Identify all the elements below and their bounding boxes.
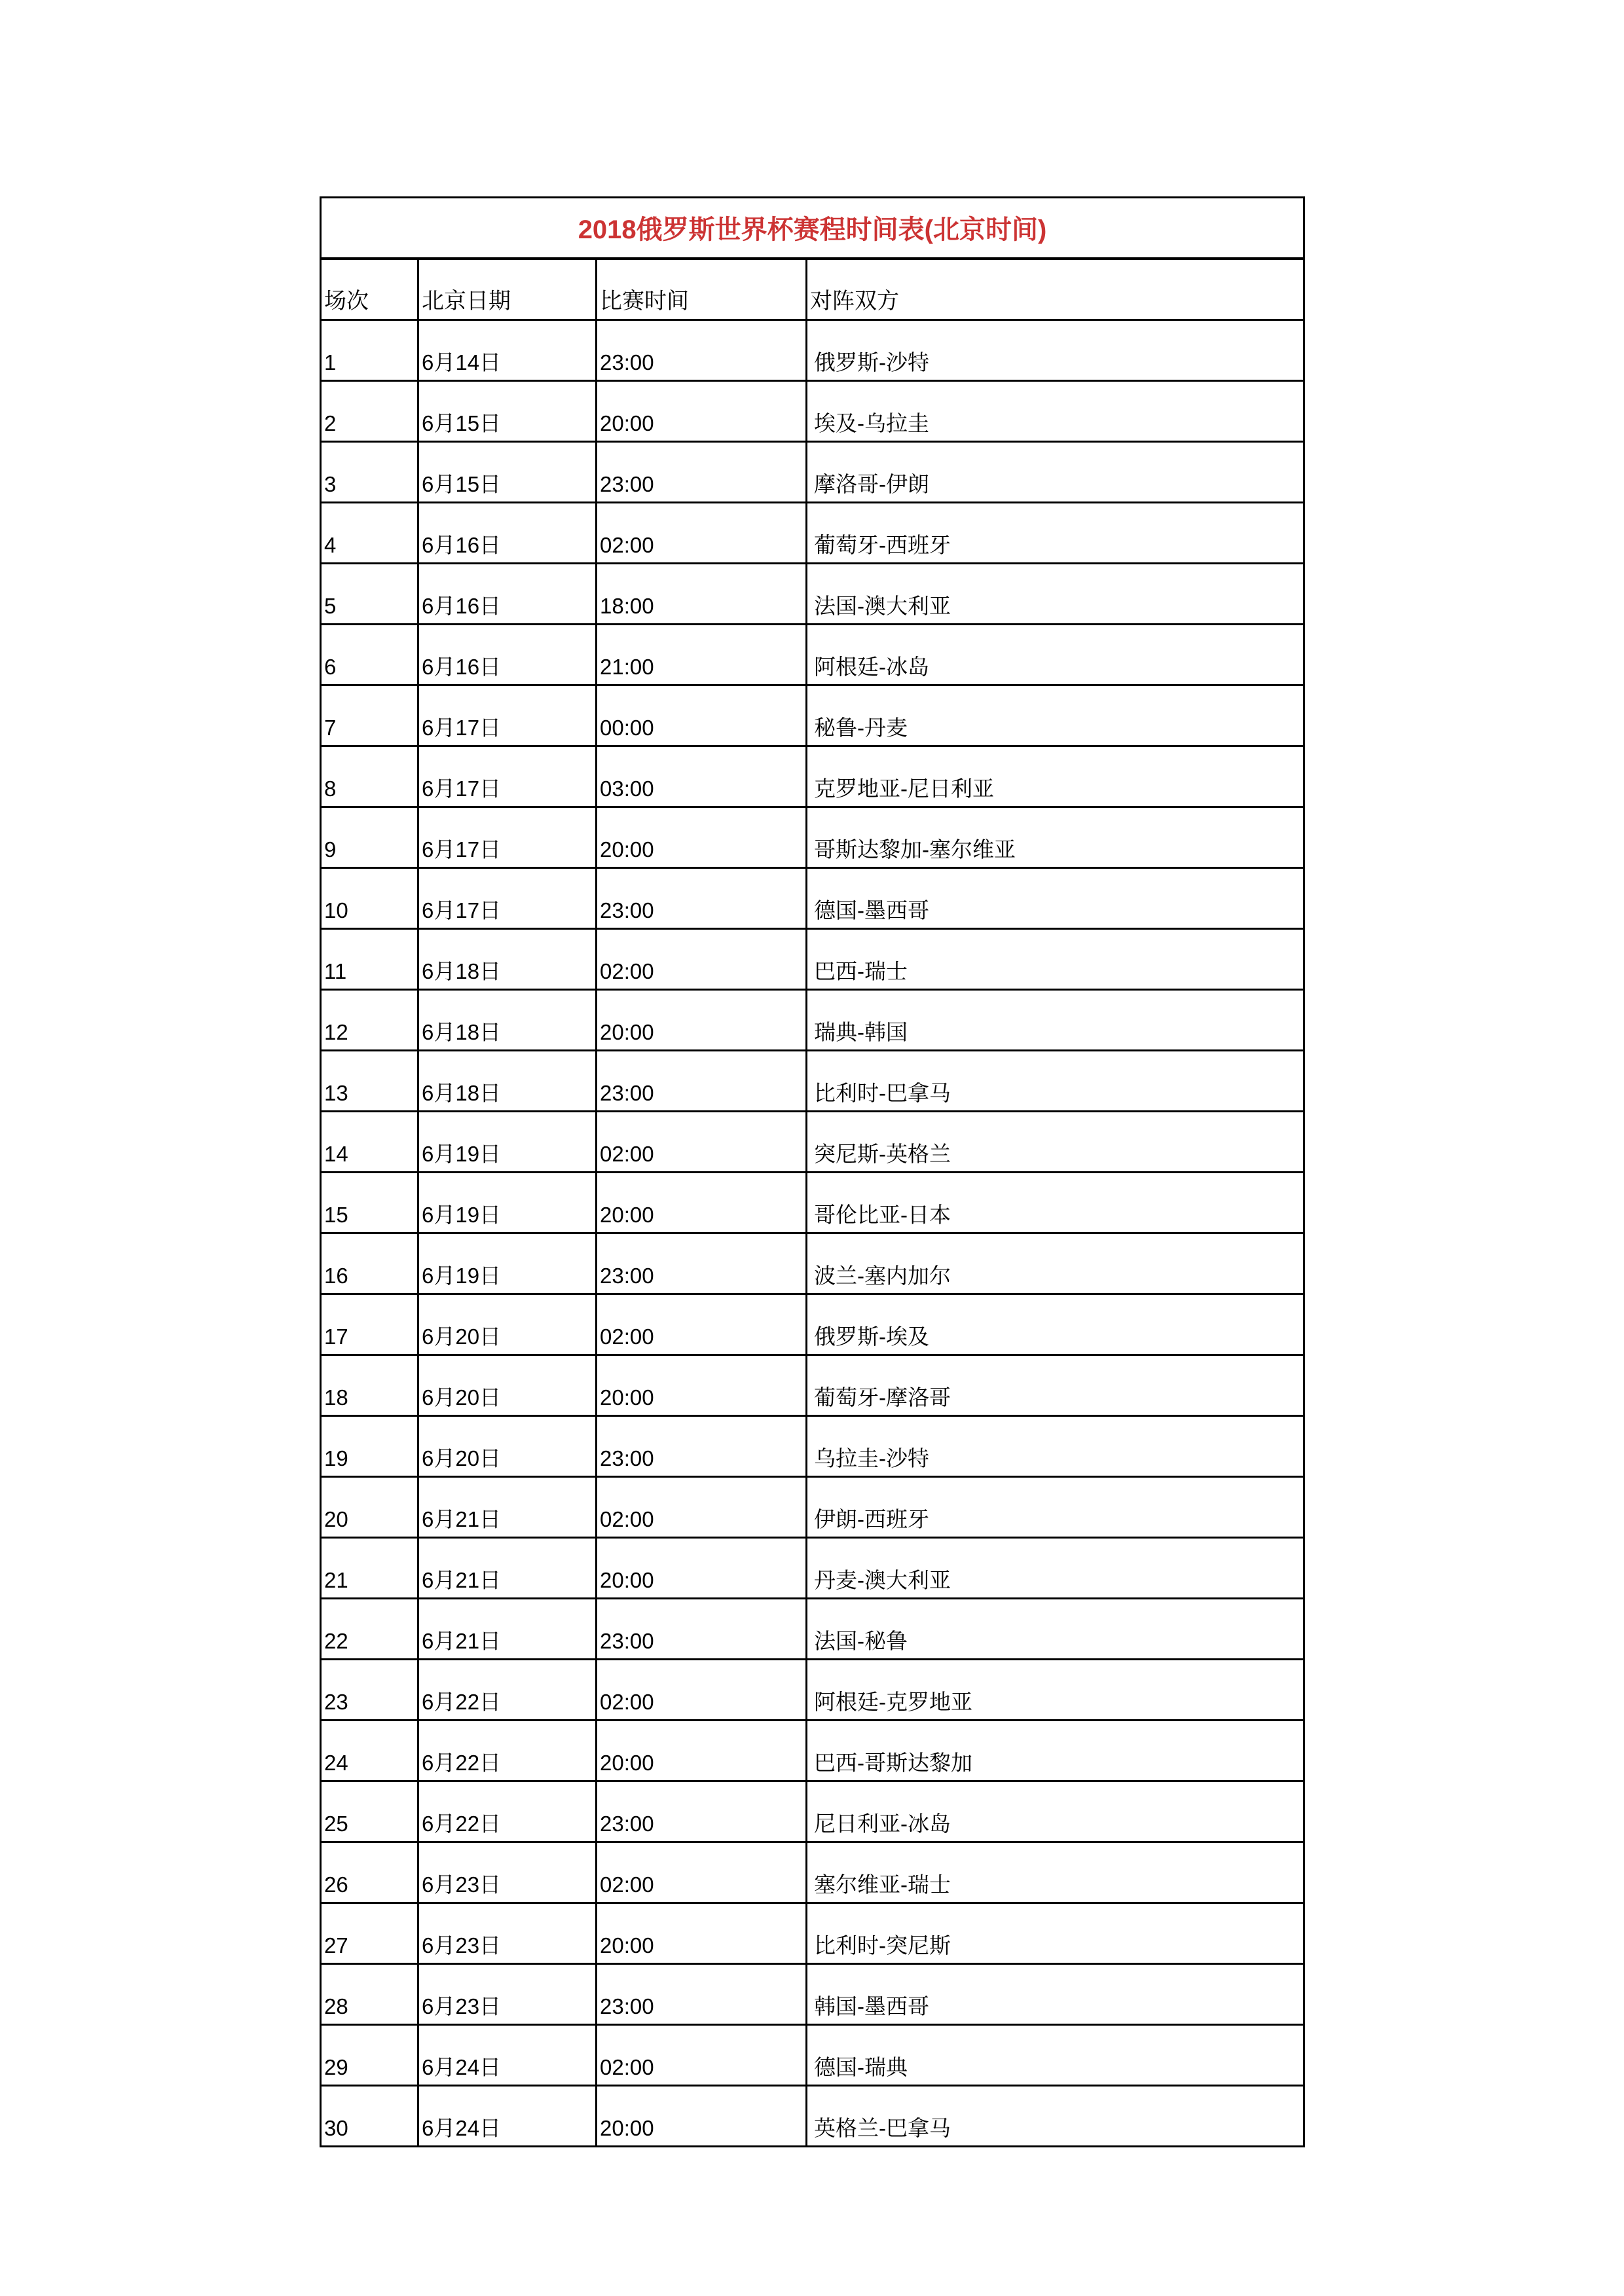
column-header-date-label: 北京日期 [422, 289, 511, 314]
match-teams-cell [807, 564, 1304, 625]
match-teams-cell-text: 英格兰-巴拿马 [814, 2116, 951, 2140]
match-time-cell [597, 807, 807, 868]
match-date-cell [418, 1477, 597, 1538]
match-number-cell-text: 24 [324, 1751, 348, 1775]
match-teams-cell [807, 381, 1304, 442]
match-date-cell [418, 1599, 597, 1660]
match-number-cell [321, 1660, 418, 1721]
table-row [321, 1233, 1304, 1294]
table-row [321, 807, 1304, 868]
match-teams-cell-text: 哥伦比亚-日本 [814, 1203, 951, 1227]
match-teams-cell-text: 法国-澳大利亚 [814, 594, 951, 618]
table-row [321, 746, 1304, 807]
match-number-cell [321, 868, 418, 929]
match-teams-cell [807, 503, 1304, 564]
match-time-cell [597, 1477, 807, 1538]
match-number-cell [321, 1842, 418, 1903]
match-date-cell-text: 6月19日 [422, 1203, 502, 1227]
table-row [321, 1660, 1304, 1721]
match-time-cell-text: 20:00 [600, 2116, 654, 2140]
match-time-cell-text: 23:00 [600, 1081, 654, 1105]
world-cup-schedule-table [320, 196, 1305, 2147]
match-date-cell-text: 6月23日 [422, 1994, 502, 2018]
match-teams-cell [807, 1173, 1304, 1233]
match-number-cell [321, 625, 418, 685]
match-time-cell-text: 23:00 [600, 1812, 654, 1836]
title-cell [321, 198, 1304, 259]
match-time-cell [597, 1660, 807, 1721]
match-date-cell-text: 6月16日 [422, 533, 502, 557]
match-date-cell [418, 2025, 597, 2086]
match-number-cell-text: 28 [324, 1994, 348, 2018]
match-date-cell-text: 6月20日 [422, 1324, 502, 1349]
match-teams-cell [807, 1781, 1304, 1842]
match-time-cell-text: 02:00 [600, 1690, 654, 1714]
match-time-cell-text: 23:00 [600, 1629, 654, 1653]
match-time-cell-text: 23:00 [600, 1264, 654, 1288]
match-time-cell-text: 20:00 [600, 1568, 654, 1592]
column-header-match-label: 对阵双方 [810, 289, 899, 314]
table-row [321, 1721, 1304, 1781]
match-time-cell-text: 23:00 [600, 1446, 654, 1470]
match-date-cell [418, 1112, 597, 1173]
match-number-cell-text: 13 [324, 1081, 348, 1105]
match-number-cell [321, 442, 418, 503]
match-teams-cell-text: 克罗地亚-尼日利亚 [814, 776, 994, 801]
match-teams-cell-text: 比利时-突尼斯 [814, 1933, 951, 1958]
match-date-cell-text: 6月15日 [422, 411, 502, 435]
match-date-cell [418, 1416, 597, 1477]
match-date-cell [418, 503, 597, 564]
match-teams-cell-text: 摩洛哥-伊朗 [814, 472, 929, 496]
match-teams-cell-text: 哥斯达黎加-塞尔维亚 [814, 837, 1016, 862]
match-date-cell-text: 6月17日 [422, 716, 502, 740]
match-number-cell [321, 1538, 418, 1599]
table-row [321, 929, 1304, 990]
match-teams-cell [807, 868, 1304, 929]
match-time-cell-text: 00:00 [600, 716, 654, 740]
match-time-cell-text: 20:00 [600, 411, 654, 435]
match-teams-cell [807, 1842, 1304, 1903]
match-teams-cell [807, 2025, 1304, 2086]
match-date-cell [418, 1355, 597, 1416]
match-teams-cell-text: 伊朗-西班牙 [814, 1507, 929, 1531]
match-teams-cell [807, 1903, 1304, 1964]
match-date-cell-text: 6月14日 [422, 350, 502, 374]
match-number-cell-text: 4 [324, 533, 337, 557]
match-time-cell [597, 990, 807, 1051]
table-row [321, 320, 1304, 381]
match-time-cell-text: 02:00 [600, 1872, 654, 1897]
match-teams-cell-text: 阿根廷-冰岛 [814, 655, 929, 679]
match-date-cell [418, 564, 597, 625]
match-time-cell [597, 381, 807, 442]
match-time-cell [597, 1599, 807, 1660]
match-teams-cell [807, 807, 1304, 868]
match-number-cell-text: 21 [324, 1568, 348, 1592]
table-row [321, 1964, 1304, 2025]
match-teams-cell-text: 韩国-墨西哥 [814, 1994, 929, 2018]
table-row [321, 990, 1304, 1051]
match-number-cell [321, 929, 418, 990]
table-row [321, 1416, 1304, 1477]
match-date-cell-text: 6月21日 [422, 1629, 502, 1653]
table-row [321, 1903, 1304, 1964]
match-date-cell-text: 6月16日 [422, 655, 502, 679]
table-row [321, 1355, 1304, 1416]
table-row [321, 381, 1304, 442]
match-teams-cell [807, 1416, 1304, 1477]
match-teams-cell-text: 葡萄牙-西班牙 [814, 533, 951, 557]
match-teams-cell-text: 葡萄牙-摩洛哥 [814, 1385, 951, 1410]
match-time-cell [597, 929, 807, 990]
match-number-cell [321, 1112, 418, 1173]
match-teams-cell [807, 625, 1304, 685]
match-time-cell [597, 1721, 807, 1781]
match-teams-cell [807, 442, 1304, 503]
match-number-cell-text: 3 [324, 472, 337, 496]
table-row [321, 503, 1304, 564]
match-teams-cell-text: 秘鲁-丹麦 [814, 716, 908, 740]
match-time-cell-text: 20:00 [600, 837, 654, 862]
match-time-cell-text: 20:00 [600, 1203, 654, 1227]
match-number-cell-text: 12 [324, 1020, 348, 1044]
table-row [321, 625, 1304, 685]
match-date-cell-text: 6月17日 [422, 837, 502, 862]
match-number-cell [321, 320, 418, 381]
schedule-table-container [320, 196, 1303, 2147]
match-teams-cell [807, 1660, 1304, 1721]
match-time-cell [597, 2025, 807, 2086]
match-number-cell [321, 1477, 418, 1538]
match-time-cell [597, 1173, 807, 1233]
table-row [321, 564, 1304, 625]
match-teams-cell-text: 瑞典-韩国 [814, 1020, 908, 1044]
match-date-cell-text: 6月20日 [422, 1385, 502, 1410]
match-number-cell [321, 2025, 418, 2086]
match-time-cell [597, 442, 807, 503]
match-teams-cell [807, 1964, 1304, 2025]
match-number-cell [321, 1781, 418, 1842]
title-row [321, 198, 1304, 259]
match-date-cell-text: 6月18日 [422, 1020, 502, 1044]
match-teams-cell-text: 俄罗斯-沙特 [814, 350, 929, 374]
match-number-cell [321, 381, 418, 442]
match-date-cell [418, 929, 597, 990]
match-number-cell [321, 1964, 418, 2025]
match-time-cell [597, 1233, 807, 1294]
match-number-cell-text: 5 [324, 594, 337, 618]
match-date-cell [418, 1294, 597, 1355]
table-row [321, 685, 1304, 746]
match-date-cell [418, 1781, 597, 1842]
schedule-table-body [321, 198, 1304, 2147]
match-number-cell [321, 1903, 418, 1964]
match-number-cell-text: 16 [324, 1264, 348, 1288]
column-header-date [418, 259, 597, 320]
match-number-cell-text: 8 [324, 776, 337, 801]
match-date-cell-text: 6月22日 [422, 1751, 502, 1775]
match-number-cell-text: 29 [324, 2055, 348, 2079]
match-teams-cell [807, 929, 1304, 990]
match-date-cell [418, 1903, 597, 1964]
column-header-row [321, 259, 1304, 320]
match-time-cell [597, 1051, 807, 1112]
match-time-cell-text: 23:00 [600, 472, 654, 496]
match-number-cell [321, 2086, 418, 2147]
match-time-cell-text: 20:00 [600, 1385, 654, 1410]
match-time-cell [597, 320, 807, 381]
match-teams-cell-text: 波兰-塞内加尔 [814, 1264, 951, 1288]
match-number-cell [321, 685, 418, 746]
match-number-cell [321, 1416, 418, 1477]
match-teams-cell-text: 突尼斯-英格兰 [814, 1142, 951, 1166]
column-header-time [597, 259, 807, 320]
match-number-cell-text: 20 [324, 1507, 348, 1531]
match-teams-cell [807, 1721, 1304, 1781]
match-number-cell [321, 1599, 418, 1660]
match-teams-cell [807, 685, 1304, 746]
match-date-cell [418, 1233, 597, 1294]
match-date-cell-text: 6月24日 [422, 2116, 502, 2140]
match-time-cell-text: 02:00 [600, 1142, 654, 1166]
match-number-cell-text: 7 [324, 716, 337, 740]
match-date-cell [418, 746, 597, 807]
table-row [321, 1781, 1304, 1842]
match-date-cell-text: 6月18日 [422, 1081, 502, 1105]
match-date-cell [418, 1964, 597, 2025]
match-number-cell-text: 25 [324, 1812, 348, 1836]
match-date-cell [418, 1842, 597, 1903]
match-teams-cell [807, 1599, 1304, 1660]
match-time-cell [597, 1355, 807, 1416]
table-row [321, 1112, 1304, 1173]
match-time-cell-text: 23:00 [600, 898, 654, 922]
match-number-cell-text: 10 [324, 898, 348, 922]
match-date-cell-text: 6月18日 [422, 959, 502, 983]
match-teams-cell [807, 2086, 1304, 2147]
match-date-cell-text: 6月22日 [422, 1812, 502, 1836]
match-teams-cell [807, 1538, 1304, 1599]
match-time-cell [597, 2086, 807, 2147]
match-teams-cell-text: 丹麦-澳大利亚 [814, 1568, 951, 1592]
match-teams-cell-text: 德国-瑞典 [814, 2055, 908, 2079]
table-row [321, 2086, 1304, 2147]
match-date-cell-text: 6月23日 [422, 1872, 502, 1897]
match-date-cell-text: 6月16日 [422, 594, 502, 618]
match-time-cell [597, 564, 807, 625]
match-teams-cell [807, 1294, 1304, 1355]
match-time-cell-text: 23:00 [600, 350, 654, 374]
match-number-cell [321, 807, 418, 868]
match-time-cell-text: 21:00 [600, 655, 654, 679]
match-number-cell-text: 15 [324, 1203, 348, 1227]
match-teams-cell [807, 1112, 1304, 1173]
match-time-cell [597, 746, 807, 807]
match-teams-cell-text: 埃及-乌拉圭 [814, 411, 929, 435]
column-header-time-label: 比赛时间 [600, 289, 689, 314]
match-teams-cell-text: 德国-墨西哥 [814, 898, 929, 922]
match-date-cell [418, 1721, 597, 1781]
table-row [321, 1538, 1304, 1599]
match-teams-cell-text: 法国-秘鲁 [814, 1629, 908, 1653]
match-date-cell [418, 1538, 597, 1599]
match-time-cell-text: 02:00 [600, 2055, 654, 2079]
match-date-cell [418, 1051, 597, 1112]
match-date-cell [418, 990, 597, 1051]
table-row [321, 1294, 1304, 1355]
match-number-cell-text: 18 [324, 1385, 348, 1410]
match-date-cell-text: 6月21日 [422, 1507, 502, 1531]
match-teams-cell [807, 1051, 1304, 1112]
column-header-no [321, 259, 418, 320]
match-date-cell [418, 1173, 597, 1233]
match-time-cell-text: 02:00 [600, 1324, 654, 1349]
match-teams-cell-text: 比利时-巴拿马 [814, 1081, 951, 1105]
match-time-cell-text: 20:00 [600, 1933, 654, 1958]
match-time-cell [597, 1112, 807, 1173]
table-row [321, 868, 1304, 929]
match-number-cell-text: 22 [324, 1629, 348, 1653]
match-number-cell-text: 6 [324, 655, 337, 679]
match-number-cell [321, 1051, 418, 1112]
match-teams-cell-text: 乌拉圭-沙特 [814, 1446, 929, 1470]
match-time-cell [597, 868, 807, 929]
match-teams-cell [807, 990, 1304, 1051]
match-date-cell-text: 6月23日 [422, 1933, 502, 1958]
match-date-cell [418, 625, 597, 685]
match-time-cell-text: 02:00 [600, 1507, 654, 1531]
match-time-cell [597, 1416, 807, 1477]
match-number-cell [321, 1173, 418, 1233]
match-date-cell [418, 442, 597, 503]
match-date-cell [418, 2086, 597, 2147]
match-number-cell [321, 746, 418, 807]
table-row [321, 1173, 1304, 1233]
match-teams-cell-text: 巴西-哥斯达黎加 [814, 1751, 972, 1775]
table-row [321, 1599, 1304, 1660]
match-time-cell-text: 03:00 [600, 776, 654, 801]
match-teams-cell-text: 尼日利亚-冰岛 [814, 1812, 951, 1836]
match-teams-cell-text: 俄罗斯-埃及 [814, 1324, 929, 1349]
match-number-cell [321, 503, 418, 564]
match-date-cell-text: 6月15日 [422, 472, 502, 496]
match-date-cell [418, 868, 597, 929]
match-time-cell-text: 23:00 [600, 1994, 654, 2018]
match-teams-cell [807, 746, 1304, 807]
page-title: 2018俄罗斯世界杯赛程时间表(北京时间) [578, 215, 1047, 244]
match-number-cell-text: 14 [324, 1142, 348, 1166]
match-number-cell [321, 564, 418, 625]
match-date-cell [418, 685, 597, 746]
match-teams-cell [807, 1355, 1304, 1416]
match-time-cell-text: 02:00 [600, 533, 654, 557]
match-time-cell [597, 1294, 807, 1355]
match-number-cell [321, 1721, 418, 1781]
match-date-cell [418, 807, 597, 868]
match-time-cell [597, 685, 807, 746]
match-number-cell-text: 19 [324, 1446, 348, 1470]
match-date-cell [418, 381, 597, 442]
match-number-cell-text: 9 [324, 837, 337, 862]
match-date-cell-text: 6月24日 [422, 2055, 502, 2079]
match-number-cell-text: 26 [324, 1872, 348, 1897]
match-date-cell-text: 6月17日 [422, 776, 502, 801]
match-teams-cell [807, 1233, 1304, 1294]
match-time-cell-text: 02:00 [600, 959, 654, 983]
match-date-cell-text: 6月19日 [422, 1264, 502, 1288]
match-time-cell-text: 20:00 [600, 1751, 654, 1775]
column-header-no-label: 场次 [324, 289, 369, 314]
match-time-cell-text: 18:00 [600, 594, 654, 618]
match-teams-cell-text: 塞尔维亚-瑞士 [814, 1872, 951, 1897]
table-row [321, 442, 1304, 503]
match-time-cell-text: 20:00 [600, 1020, 654, 1044]
table-row [321, 2025, 1304, 2086]
table-row [321, 1051, 1304, 1112]
match-teams-cell-text: 阿根廷-克罗地亚 [814, 1690, 972, 1714]
match-time-cell [597, 1964, 807, 2025]
match-number-cell [321, 1294, 418, 1355]
match-number-cell-text: 17 [324, 1324, 348, 1349]
match-time-cell [597, 1781, 807, 1842]
match-time-cell [597, 1903, 807, 1964]
table-row [321, 1477, 1304, 1538]
match-date-cell-text: 6月17日 [422, 898, 502, 922]
match-number-cell [321, 1355, 418, 1416]
match-number-cell-text: 2 [324, 411, 337, 435]
match-date-cell-text: 6月19日 [422, 1142, 502, 1166]
match-teams-cell [807, 320, 1304, 381]
match-time-cell [597, 503, 807, 564]
match-number-cell-text: 27 [324, 1933, 348, 1958]
match-date-cell [418, 320, 597, 381]
match-teams-cell [807, 1477, 1304, 1538]
match-time-cell [597, 625, 807, 685]
match-date-cell-text: 6月22日 [422, 1690, 502, 1714]
match-time-cell [597, 1538, 807, 1599]
match-date-cell-text: 6月20日 [422, 1446, 502, 1470]
column-header-match [807, 259, 1304, 320]
match-time-cell [597, 1842, 807, 1903]
match-number-cell-text: 23 [324, 1690, 348, 1714]
match-number-cell-text: 30 [324, 2116, 348, 2140]
match-date-cell-text: 6月21日 [422, 1568, 502, 1592]
match-number-cell [321, 1233, 418, 1294]
table-row [321, 1842, 1304, 1903]
match-number-cell [321, 990, 418, 1051]
match-number-cell-text: 11 [324, 959, 347, 983]
match-teams-cell-text: 巴西-瑞士 [814, 959, 908, 983]
match-number-cell-text: 1 [324, 350, 337, 374]
match-date-cell [418, 1660, 597, 1721]
